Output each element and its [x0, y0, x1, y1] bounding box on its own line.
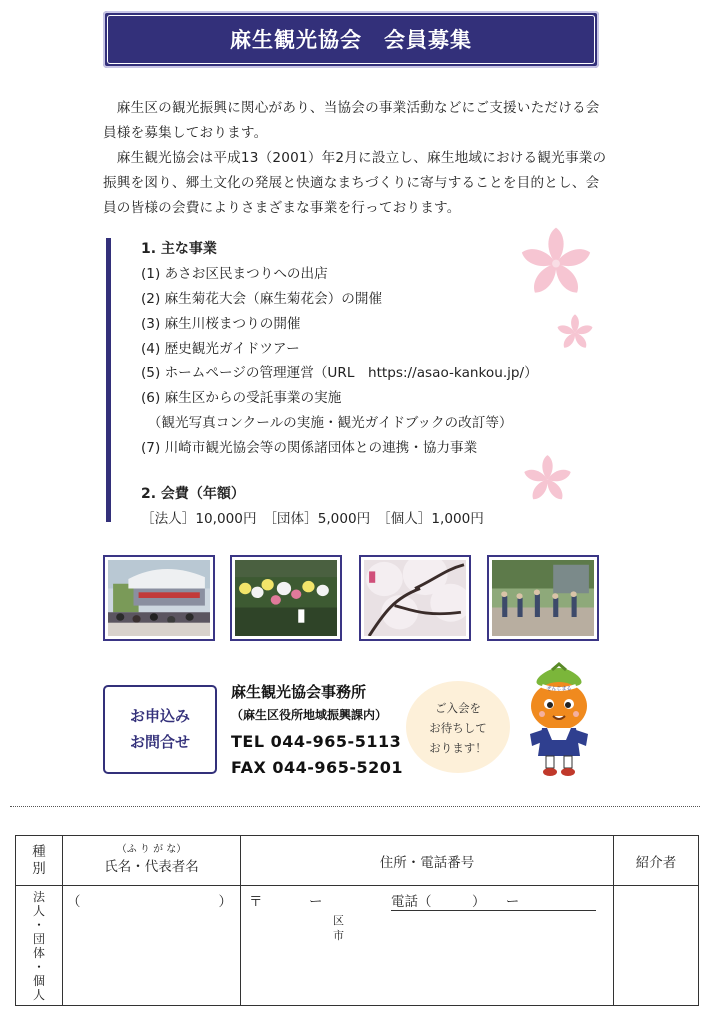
- address-header: 住所・電話番号: [241, 836, 614, 886]
- photo-chrysanthemum-show: [230, 555, 342, 641]
- bubble-line: お待ちして: [429, 721, 487, 735]
- photo-guided-tour: [487, 555, 599, 641]
- fax-number: FAX 044-965-5201: [231, 758, 403, 777]
- business-item: (3) 麻生川桜まつりの開催: [141, 316, 301, 332]
- ward-label: 区: [333, 914, 344, 927]
- section-accent-bar: [106, 238, 111, 522]
- mascot-sash-text: ぜんじまる: [546, 686, 572, 692]
- office-name: 麻生観光協会事務所: [231, 683, 367, 701]
- cut-line: [10, 806, 700, 807]
- referrer-header: 紹介者: [614, 836, 699, 886]
- office-location: （麻生区役所地域振興課内）: [231, 708, 388, 722]
- intro-paragraph-2: 麻生観光協会は平成13（2001）年2月に設立し、麻生地域における観光事業の振興を図り、郷土文化の発展と快適なまちづくりに寄与することを目的とし、会員の皆様の会費によりさまざまな事業を行っております。: [103, 150, 607, 216]
- furigana-label: （ふ り が な）: [116, 844, 187, 855]
- business-item: (2) 麻生菊花大会（麻生菊花会）の開催: [141, 291, 383, 307]
- postal-dash: ー: [309, 894, 323, 910]
- name-label: 氏名・代表者名: [104, 859, 199, 875]
- business-heading: 1. 主な事業: [141, 241, 217, 257]
- paren-open: （: [67, 894, 81, 910]
- bubble-line: おります！: [429, 741, 487, 755]
- postal-mark: 〒: [249, 894, 263, 910]
- sakura-flower-icon: [515, 223, 597, 301]
- title-banner: [103, 11, 599, 68]
- business-item-website: (5) ホームページの管理運営（URL https://asao-kankou.jp/）: [141, 365, 538, 381]
- inquiry-label: お問合せ: [129, 733, 190, 751]
- application-form-table: [15, 835, 699, 1006]
- sakura-flower-icon: [555, 312, 595, 352]
- fees-heading: 2. 会費（年額）: [141, 486, 245, 502]
- address-input-cell[interactable]: [241, 886, 614, 1006]
- photo-festival-booth: [103, 555, 215, 641]
- photo-cherry-blossoms: [359, 555, 471, 641]
- paren-close: ）: [218, 894, 232, 910]
- membership-type-cell: 法 人 ・ 団 体 ・ 個 人: [16, 886, 63, 1006]
- fees-text: ［法人］10,000円 ［団体］5,000円 ［個人］1,000円: [141, 511, 484, 527]
- name-header: [63, 836, 241, 886]
- apply-label: お申込み: [129, 707, 190, 725]
- phone-number: TEL 044-965-5113: [231, 732, 402, 751]
- bubble-line: ご入会を: [435, 701, 481, 715]
- sakura-flower-icon: [520, 452, 575, 505]
- business-item: (7) 川崎市観光協会等の関係諸団体との連携・協力事業: [141, 440, 478, 456]
- apply-inquiry-box: [103, 685, 217, 774]
- office-contact: [231, 681, 403, 777]
- city-label: 市: [333, 929, 344, 942]
- business-item: (4) 歴史観光ガイドツアー: [141, 341, 300, 357]
- type-header: 種 別: [16, 836, 63, 886]
- business-item: (1) あさお区民まつりへの出店: [141, 266, 328, 282]
- mascot-character-icon: [518, 660, 600, 778]
- page-title: 麻生観光協会 会員募集: [230, 28, 472, 52]
- name-input-cell[interactable]: [63, 886, 241, 1006]
- business-item: (6) 麻生区からの受託事業の実施: [141, 390, 342, 406]
- business-item-detail: （観光写真コンクールの実施・観光ガイドブックの改訂等）: [141, 415, 513, 431]
- speech-bubble: [406, 681, 510, 773]
- phone-field: 電話（ ） ー: [391, 890, 596, 911]
- referrer-input-cell[interactable]: [614, 886, 699, 1006]
- intro-paragraph-1: 麻生区の観光振興に関心があり、当協会の事業活動などにご支援いただける会員様を募集しております。: [103, 100, 600, 141]
